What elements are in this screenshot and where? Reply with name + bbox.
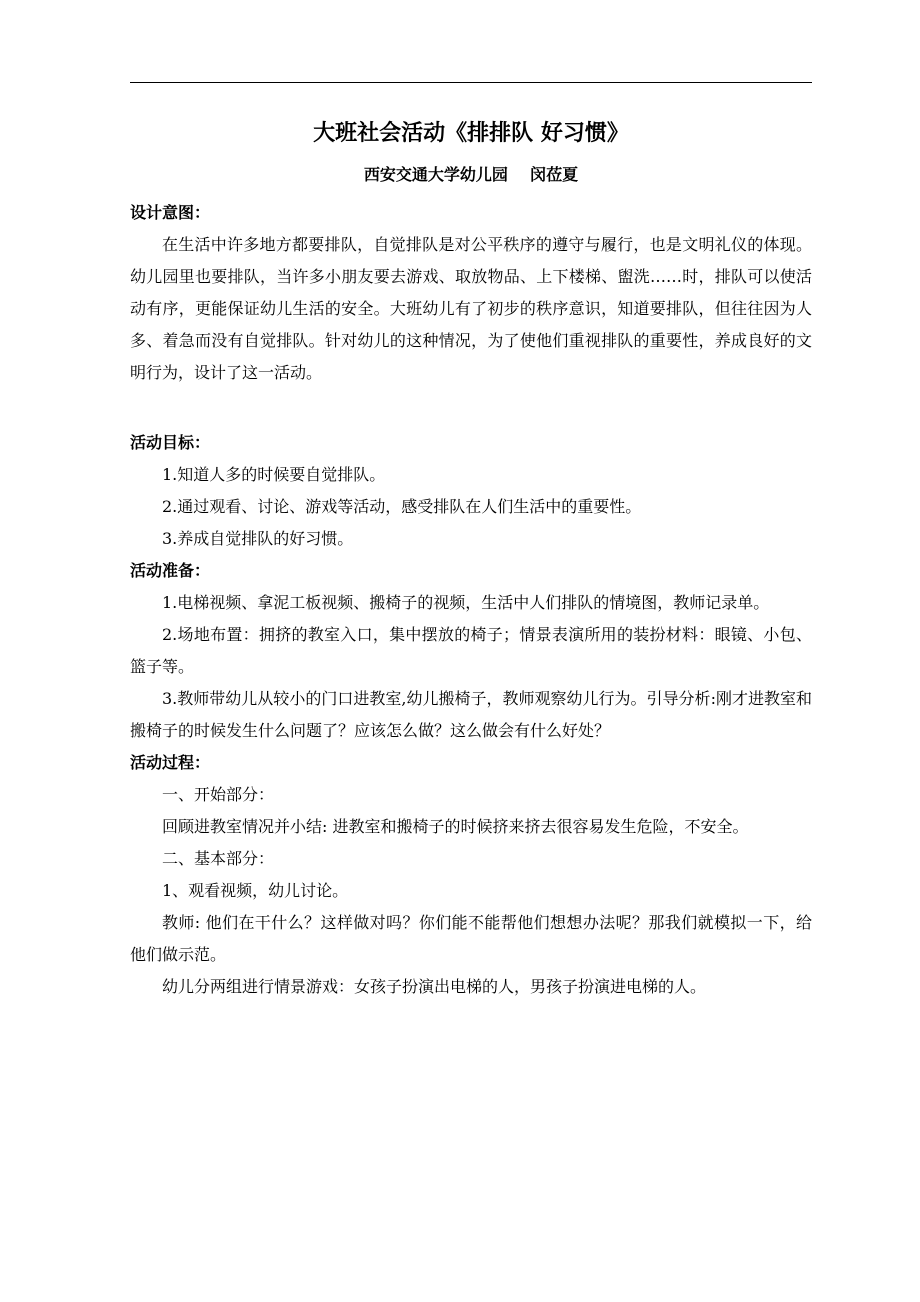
objective-item: 2.通过观看、讨论、游戏等活动，感受排队在人们生活中的重要性。	[162, 497, 642, 516]
design-intent-paragraph: 在生活中许多地方都要排队，自觉排队是对公平秩序的遵守与履行，也是文明礼仪的体现。幼儿园里也要排队，当许多小朋友要去游戏、取放物品、上下楼梯、盥洗……时，排队可以使活动有序，更能保证幼儿生活的安全。大班幼儿有了初步的秩序意识，知道要排队，但往往因为人多、着急而没有自觉排队。针对幼儿的这种情况，为了使他们重视排队的重要性，养成良好的文明行为，设计了这一活动。	[130, 235, 812, 382]
document-title: 大班社会活动《排排队 好习惯》	[313, 121, 629, 146]
objective-item: 1.知道人多的时候要自觉排队。	[162, 465, 386, 484]
process-paragraph: 二、基本部分：	[162, 849, 275, 868]
design-intent-heading: 设计意图：	[130, 203, 211, 222]
objectives-heading: 活动目标：	[130, 433, 211, 452]
preparation-item: 2.场地布置：拥挤的教室入口，集中摆放的椅子；情景表演所用的装扮材料：眼镜、小包、篮子等。	[130, 625, 812, 676]
preparation-item: 3.教师带幼儿从较小的门口进教室,幼儿搬椅子，教师观察幼儿行为。引导分析:刚才进教室和搬椅子的时候发生什么问题了？应该怎么做？这么做会有什么好处？	[130, 689, 812, 740]
preparation-item: 1.电梯视频、拿泥工板视频、搬椅子的视频，生活中人们排队的情境图，教师记录单。	[162, 593, 770, 612]
process-heading: 活动过程：	[130, 753, 211, 772]
header-rule	[130, 82, 812, 83]
preparation-heading: 活动准备：	[130, 561, 211, 580]
process-paragraph: 1、观看视频，幼儿讨论。	[162, 881, 349, 900]
process-paragraph: 一、开始部分：	[162, 785, 275, 804]
process-paragraph: 回顾进教室情况并小结: 进教室和搬椅子的时候挤来挤去很容易发生危险，不安全。	[162, 817, 749, 836]
document-author: 西安交通大学幼儿园 闵莅夏	[363, 165, 579, 184]
process-paragraph: 教师: 他们在干什么？这样做对吗？你们能不能帮他们想想办法呢？那我们就模拟一下，给他们做示范。	[130, 913, 812, 964]
document-body	[130, 197, 812, 1003]
section-spacer	[130, 389, 812, 427]
process-paragraph: 幼儿分两组进行情景游戏：女孩子扮演出电梯的人，男孩子扮演进电梯的人。	[162, 977, 707, 996]
objective-item: 3.养成自觉排队的好习惯。	[162, 529, 354, 548]
